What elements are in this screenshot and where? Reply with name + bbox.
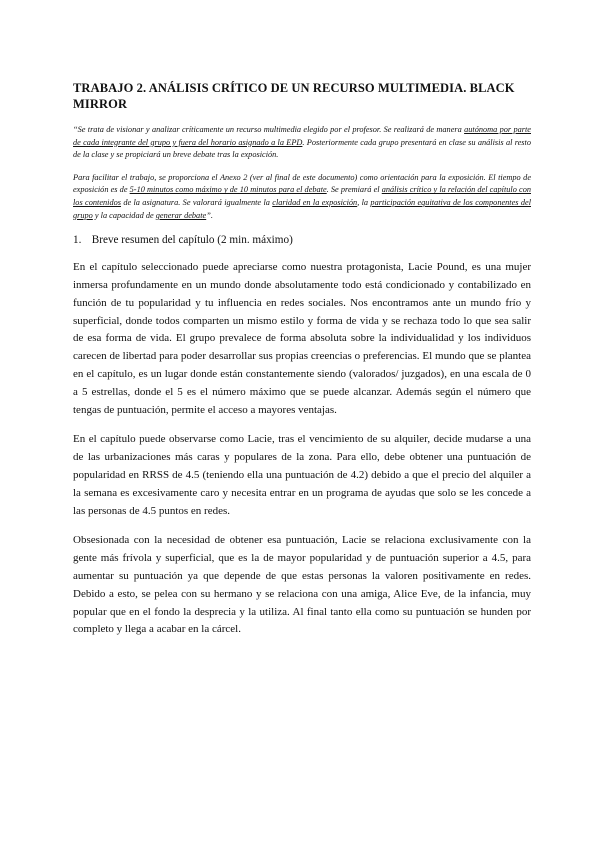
intro2-text-3: de la asignatura. Se valorará igualmente la: [120, 197, 273, 207]
intro1-underline-1: autónoma por parte de cada integrante del grupo y fuera del horario asignado a la EPD: [73, 125, 531, 147]
intro2-underline-1: 5-10 minutos como máximo y de 10 minutos para el debate: [129, 185, 327, 195]
intro1-text-2: . Posteriormente cada grupo presentará en clase su análisis al resto de la clase y se propiciará un breve debate tras la exposición.: [73, 137, 531, 160]
section-title: Breve resumen del capítulo (2 min. máximo): [91, 234, 293, 247]
intro-paragraph-2: [73, 172, 531, 222]
intro2-text-1: Para facilitar el trabajo, se proporciona el Anexo 2 (ver al final de este documento) como orientación para la exposición. El tiempo de exposición es de: [73, 172, 531, 195]
body-paragraph: En el capítulo seleccionado puede apreciarse como nuestra protagonista, Lacie Pound, es una mujer inmersa profundamente en un mundo donde absolutamente todo está condicionado y contabilizado en función de tu popularidad y tu influencia en redes sociales. Nos encontramos ante un mundo frío y superficial, donde todos comparten un mismo estilo y forma de vida y se rechaza todo lo que sea salir de esa forma de vida. El grupo prevalece de forma absoluta sobre la individualidad y los individuos carecen de libertad para poder desarrollar sus propias creencias o preferencias. El mundo que se plantea en el capítulo, es un lugar donde están constantemente siendo (valorados/ juzgados), en una escala de 0 a 5 estrellas, donde el 5 es el número máximo que se puede alcanzar. Además según el número que tengas de puntuación, permite el acceso a mayores ventajas.: [73, 261, 531, 416]
intro2-text-4: , la: [357, 197, 371, 207]
intro1-text-1: “Se trata de visionar y analizar críticamente un recurso multimedia elegido por el profesor. Se realizará de manera: [73, 125, 465, 134]
intro2-text-5: y la capacidad de: [92, 210, 156, 220]
document-title: TRABAJO 2. ANÁLISIS CRÍTICO DE UN RECURSO MULTIMEDIA. BLACK MIRROR: [73, 81, 515, 111]
intro2-text-2: . Se premiará el: [326, 185, 382, 195]
intro2-text-6: ”.: [206, 210, 213, 220]
intro-paragraph-1: [73, 124, 531, 162]
section-number: 1.: [73, 234, 82, 247]
intro2-underline-3: claridad en la exposición: [272, 197, 358, 207]
document-content: [73, 80, 531, 651]
body-paragraph: Obsesionada con la necesidad de obtener esa puntuación, Lacie se relaciona exclusivamente con la gente más frívola y superficial, que es la de mayor popularidad y de puntuación superior a 4.5, para aumentar su puntuación ya que depende de que estas personas la valoren positivamente en redes. Debido a esto, se pelea con su hermano y se relaciona con una amiga, Alice Eve, de la infancia, muy popular que en el fondo la desprecia y la utiliza. Al final tanto ella como su puntuación se hunden por completo y llega a acabar en la cárcel.: [73, 534, 531, 636]
intro2-underline-2: análisis crítico y la relación del capítulo con los contenidos: [73, 185, 531, 207]
section-heading: [73, 232, 531, 248]
body-paragraph: En el capítulo puede observarse como Lacie, tras el vencimiento de su alquiler, decide mudarse a una de las urbanizaciones más caras y populares de la zona. Para ello, debe obtener una puntuación de popularidad en RRSS de 4.5 (teniendo ella una puntuación de 4.2) debido a que el precio del alquiler a la semana es excesivamente caro y necesita entrar en un programa de ayudas que solo se les concede a las personas de 4.5 puntos en redes.: [73, 433, 531, 517]
intro2-underline-4: participación equitativa de los componentes del grupo: [73, 197, 531, 220]
intro2-underline-5: generar debate: [155, 210, 207, 220]
